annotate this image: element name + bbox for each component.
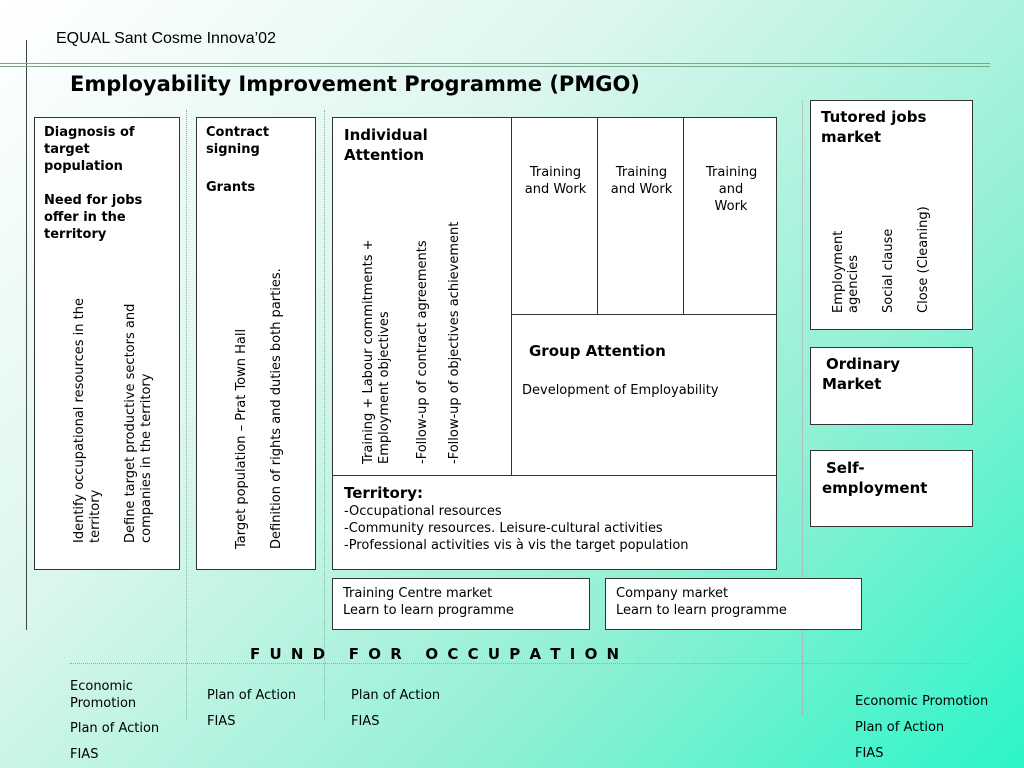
footer-col-2: [207, 687, 296, 730]
footer-item: Plan of Action: [351, 688, 441, 703]
contract-rot1: Target population – Prat Town Hall: [234, 328, 249, 549]
diagnosis-title: Diagnosis of target population: [44, 125, 135, 174]
training-col-label: Training and Work: [610, 165, 673, 197]
group-desc: Development of Employability: [522, 383, 719, 398]
training-centre-line2: Learn to learn programme: [343, 603, 514, 618]
territory-line: -Community resources. Leisure-cultural activities: [344, 521, 663, 536]
guide-h1: [70, 663, 970, 664]
training-col-label: Training and Work: [706, 165, 758, 214]
guide-v1: [186, 110, 187, 720]
header-rule: [0, 63, 990, 67]
tutored-item: Close (Cleaning): [916, 206, 931, 313]
training-col-1: [511, 117, 598, 315]
individual-box: [332, 117, 512, 476]
individual-rot1: Training + Labour commitments + Employment objectives: [361, 239, 392, 464]
self-title: Self-employment: [822, 459, 928, 497]
territory-line: -Occupational resources: [344, 504, 502, 519]
footer-item: Plan of Action: [855, 720, 945, 735]
footer-col-1: [70, 678, 180, 763]
company-line2: Learn to learn programme: [616, 603, 787, 618]
training-col-2: [597, 117, 684, 315]
individual-rot3: -Follow-up of objectives achievement: [447, 221, 462, 464]
contract-title: Contract signing: [206, 125, 270, 157]
footer-item: Plan of Action: [207, 688, 297, 703]
contract-grants: Grants: [206, 180, 256, 195]
footer-item: FIAS: [207, 714, 236, 729]
footer-item: Economic Promotion: [855, 694, 989, 709]
fund-title: F U N D F O R O C C U P A T I O N: [250, 645, 622, 663]
diagnosis-rot1: Identify occupational resources in the territory: [72, 298, 103, 543]
footer-item: Economic Promotion: [70, 679, 137, 711]
tutored-item: Employment agencies: [831, 230, 861, 313]
ordinary-box: [810, 347, 973, 425]
training-centre-line1: Training Centre market: [343, 586, 493, 601]
diagnosis-rot2: Define target productive sectors and companies in the territory: [123, 303, 154, 543]
page-title: Employability Improvement Programme (PMGO): [70, 72, 640, 96]
diagnosis-need: Need for jobs offer in the territory: [44, 193, 143, 242]
company-box: [605, 578, 862, 630]
company-line1: Company market: [616, 586, 729, 601]
tutored-title: Tutored jobs market: [821, 108, 927, 146]
tutored-item: Social clause: [881, 228, 896, 313]
contract-rot2: Definition of rights and duties both parties.: [269, 268, 284, 549]
group-title: Group Attention: [529, 342, 666, 360]
training-col-3: [683, 117, 777, 315]
left-vertical-rule: [26, 40, 27, 630]
guide-v2: [324, 110, 325, 720]
territory-line: -Professional activities vis à vis the target population: [344, 538, 689, 553]
individual-title: Individual Attention: [344, 126, 428, 164]
training-centre-box: [332, 578, 590, 630]
territory-box: [332, 475, 777, 570]
contract-box: [196, 117, 316, 570]
training-col-label: Training and Work: [524, 165, 587, 197]
tutored-box: [810, 100, 973, 330]
territory-title: Territory:: [344, 484, 423, 502]
footer-col-4: [855, 693, 988, 762]
footer-item: Plan of Action: [70, 721, 160, 736]
individual-rot2: -Follow-up of contract agreements: [415, 240, 430, 464]
footer-col-3: [351, 687, 440, 730]
ordinary-title: Ordinary Market: [822, 355, 901, 393]
org-name: EQUAL Sant Cosme Innova’02: [56, 30, 276, 47]
group-box: [511, 314, 777, 476]
footer-item: FIAS: [351, 714, 380, 729]
footer-item: FIAS: [70, 747, 99, 762]
self-box: [810, 450, 973, 527]
diagnosis-box: [34, 117, 180, 570]
footer-item: FIAS: [855, 746, 884, 761]
